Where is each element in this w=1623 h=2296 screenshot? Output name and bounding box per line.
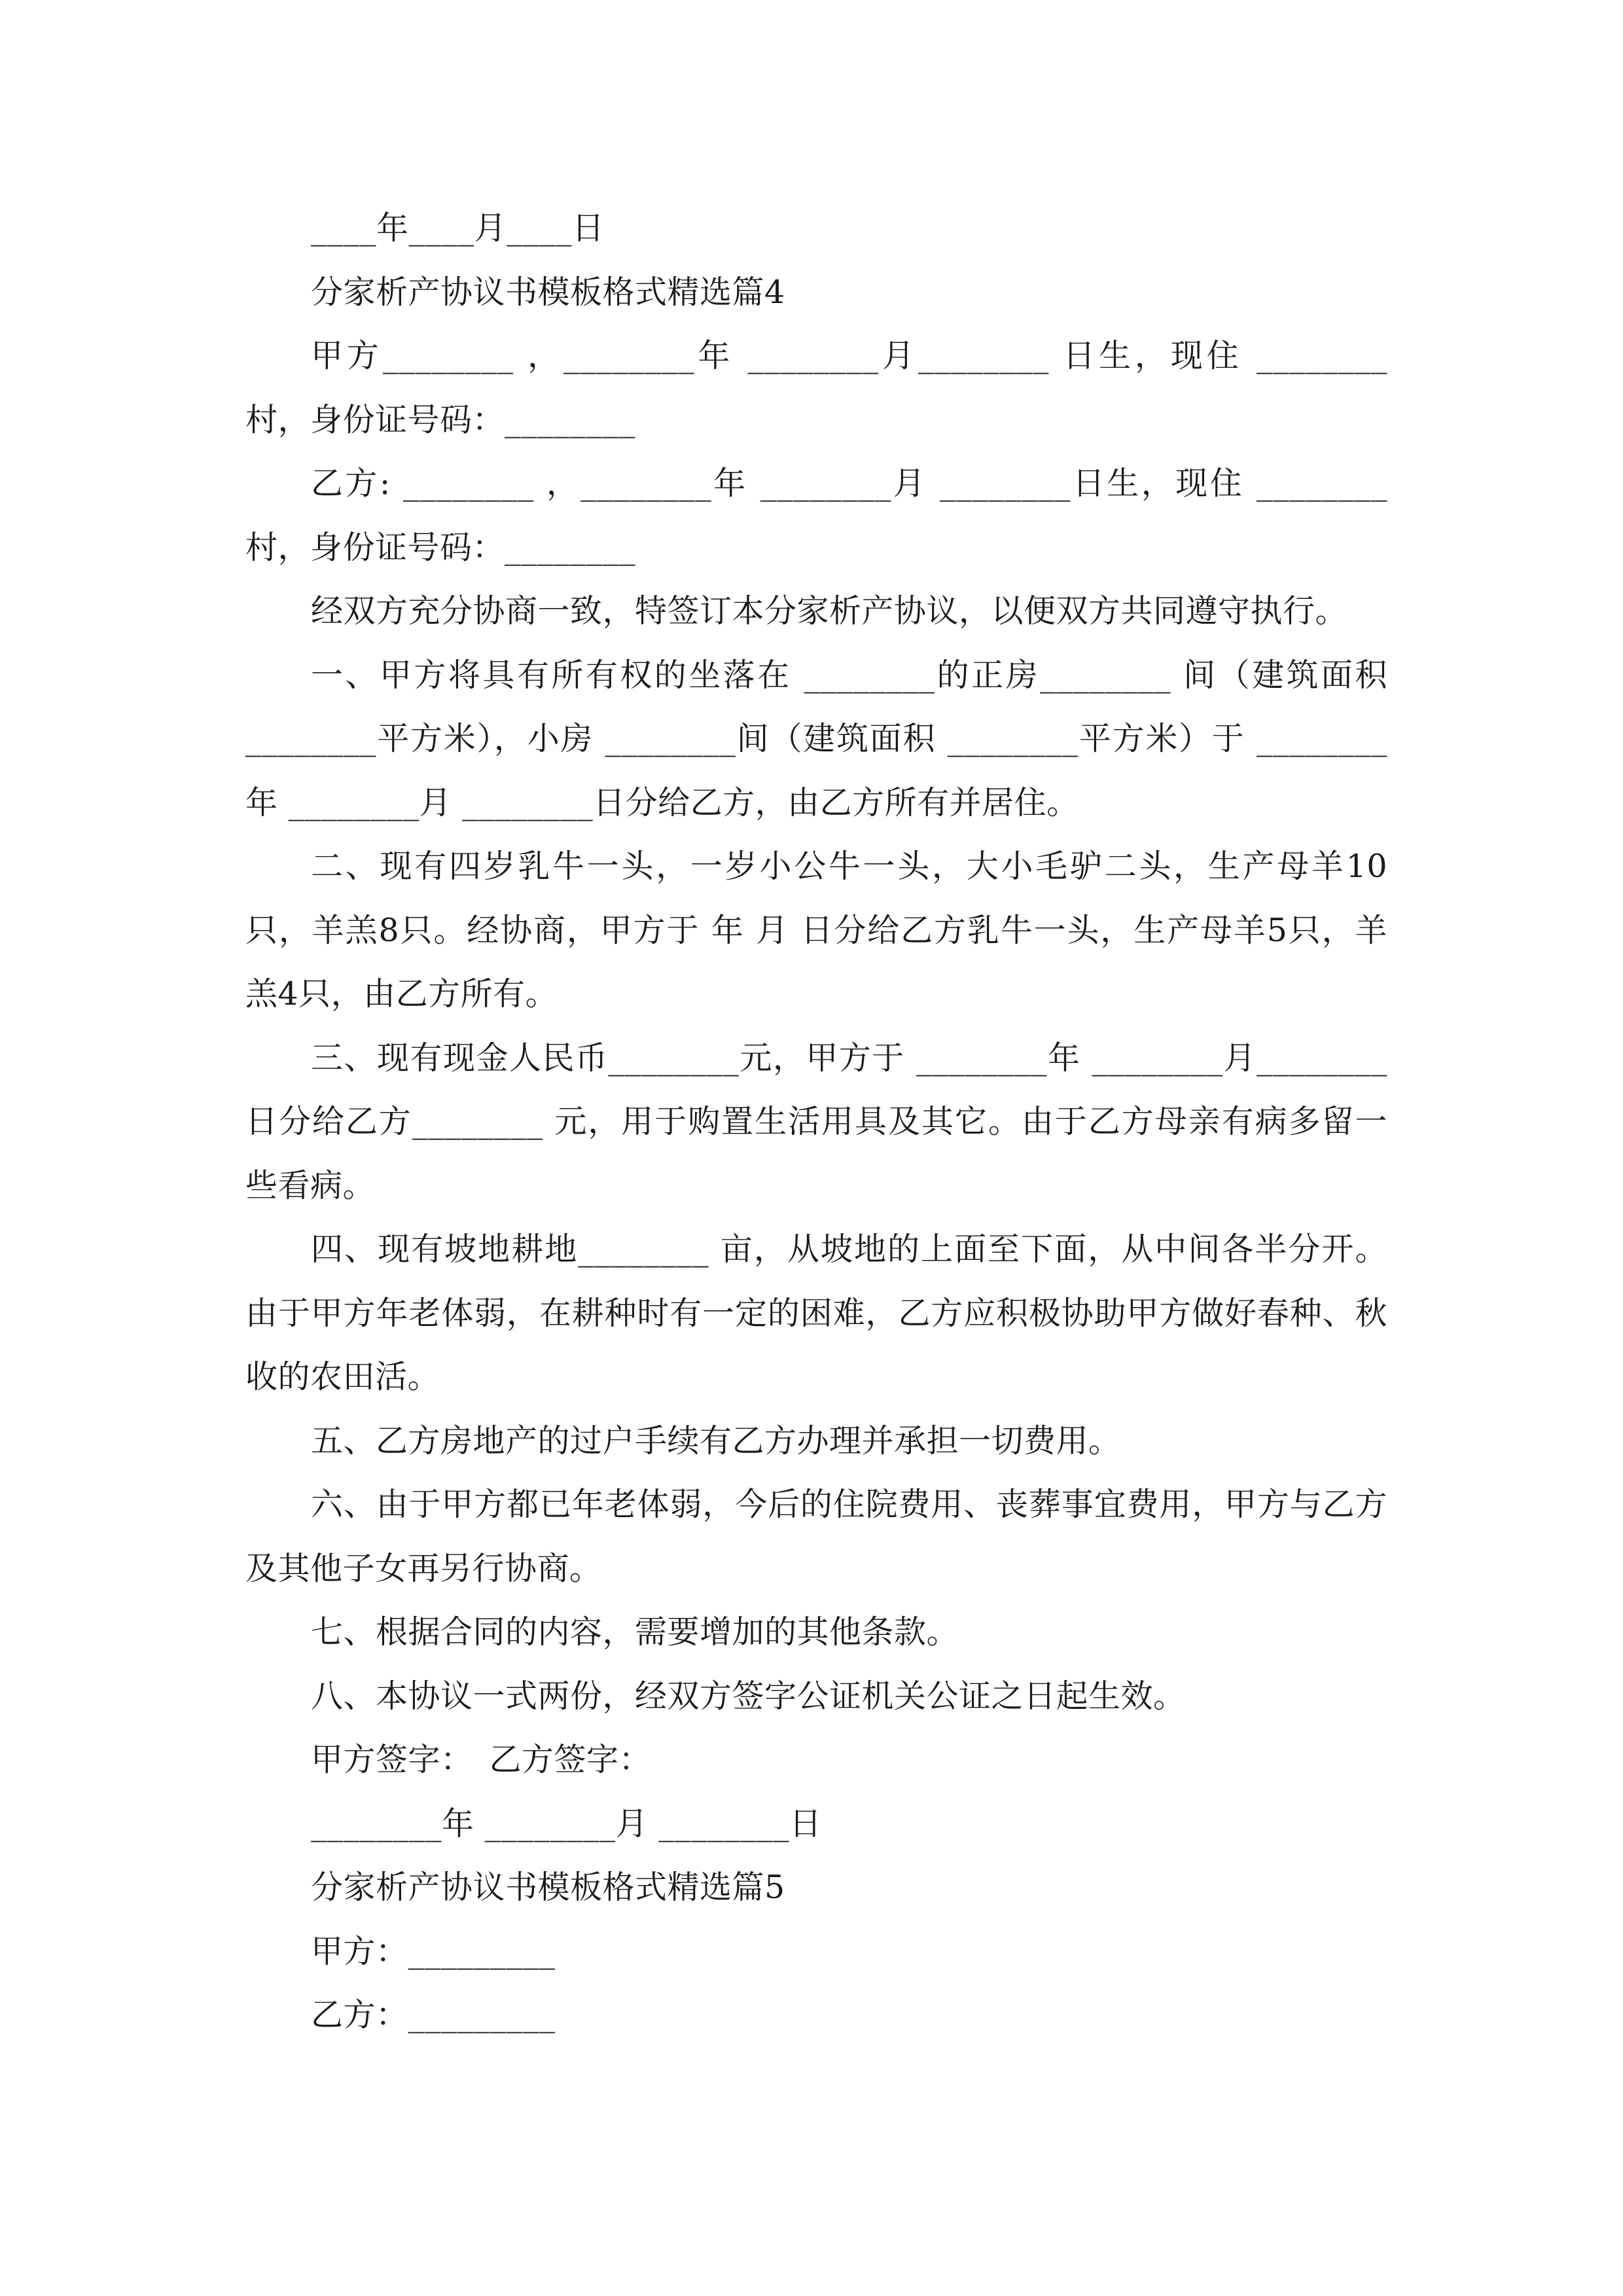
document-body [245,196,1387,2047]
section-title-4: 分家析产协议书模板格式精选篇4 [311,273,785,311]
party-b-line: 乙方：_________ [311,1996,556,2034]
clause-4: 四、现有坡地耕地________ 亩，从坡地的上面至下面，从中间各半分开。由于甲方年老体弱，在耕种时有一定的困难，乙方应积极协助甲方做好春种、秋收的农田活。 [245,1230,1387,1395]
clause-2: 二、现有四岁乳牛一头，一岁小公牛一头，大小毛驴二头，生产母羊10只，羊羔8只。经协商，甲方于 年 月 日分给乙方乳牛一头，生产母羊5只，羊羔4只，由乙方所有。 [245,848,1387,1013]
party-b-info: 乙方: ________ ，________年 ________月 ________日生，现住 ________村，身份证号码：________ [245,465,1387,566]
date-line: ____年____月____日 [311,209,605,247]
clause-8: 八、本协议一式两份，经双方签字公证机关公证之日起生效。 [311,1677,1186,1715]
clause-7: 七、根据合同的内容，需要增加的其他条款。 [311,1613,959,1651]
signature-line: 甲方签字： 乙方签字： [311,1741,652,1778]
signature-date-line: ________年 ________月 ________日 [311,1804,822,1842]
clause-5: 五、乙方房地产的过户手续有乙方办理并承担一切费用。 [311,1422,1121,1460]
section-title-5: 分家析产协议书模板格式精选篇5 [311,1869,785,1906]
agreement-intro: 经双方充分协商一致，特签订本分家析产协议，以便双方共同遵守执行。 [311,592,1348,630]
party-a-info: 甲方________ ，________年 ________月________ 日生，现住 ________村，身份证号码：________ [245,337,1387,439]
clause-3: 三、现有现金人民币________元，甲方于 ________年 ________月________日分给乙方________ 元，用于购置生活用具及其它。由于乙方母亲有病多留一些看病。 [245,1039,1387,1204]
clause-1: 一、甲方将具有所有权的坐落在 ________的正房________ 间（建筑面积 ________平方米），小房 ________间（建筑面积 ________平方米）于 ________年 ________月 ________日分给乙方，由乙方所有并居住。 [245,656,1387,821]
clause-6: 六、由于甲方都已年老体弱，今后的住院费用、丧葬事宜费用，甲方与乙方及其他子女再另行协商。 [245,1486,1387,1587]
party-a-line: 甲方：_________ [311,1932,556,1970]
